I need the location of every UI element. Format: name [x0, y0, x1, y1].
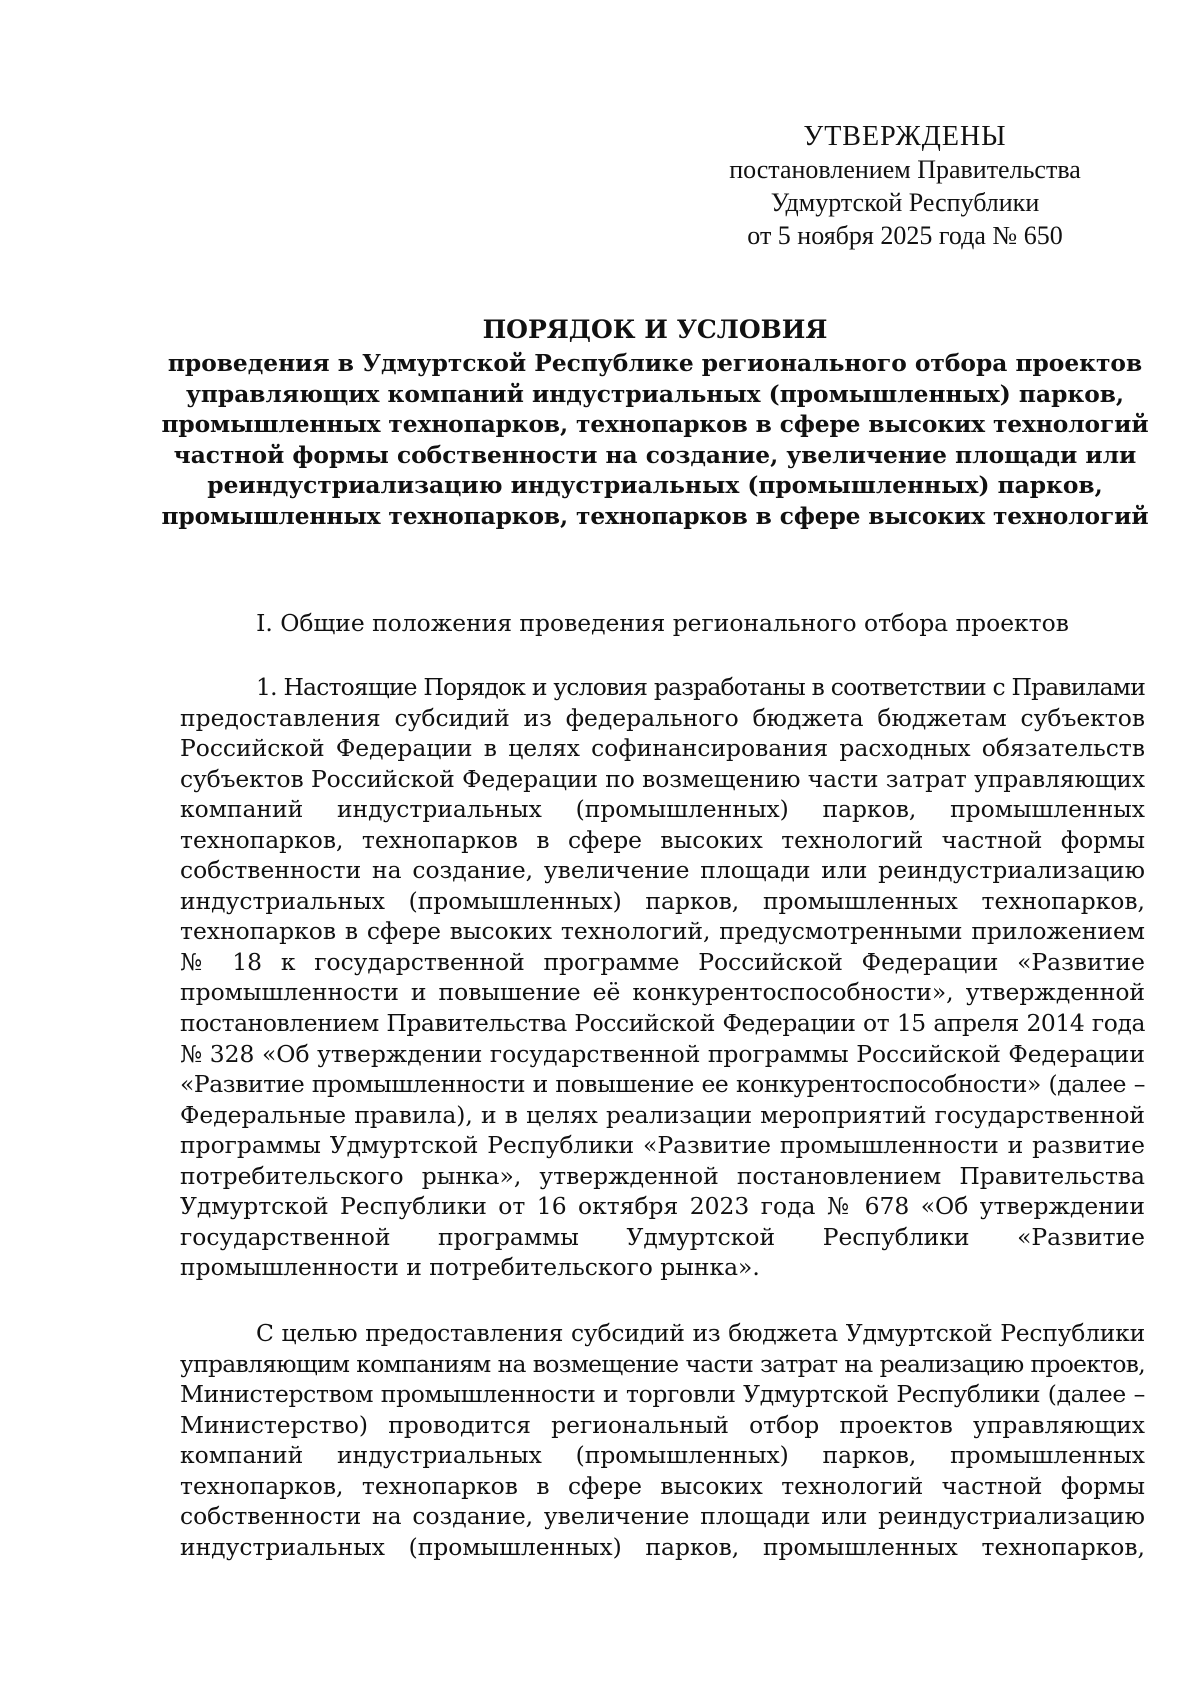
paragraph-line: технопарков, технопарков в сфере высоких технологий частной формы	[180, 825, 1145, 854]
approval-line: Удмуртской Республики	[770, 188, 1040, 217]
paragraph-line: Министерство) проводится региональный отбор проектов управляющих	[180, 1410, 1145, 1439]
paragraph-line: промышленности и потребительского рынка».	[180, 1253, 760, 1282]
paragraph-line: индустриальных (промышленных) парков, промышленных технопарков,	[180, 1532, 1145, 1561]
paragraph-line: предоставления субсидий из федерального бюджета бюджетам субъектов	[180, 703, 1145, 732]
document-title-line: частной формы собственности на создание, увеличение площади или	[173, 441, 1137, 469]
paragraph-line: технопарков, технопарков в сфере высоких технологий частной формы	[180, 1471, 1145, 1500]
paragraph-line: № 18 к государственной программе Российской Федерации «Развитие	[180, 947, 1145, 976]
approval-block	[695, 120, 1115, 252]
document-title	[160, 311, 1150, 532]
document-title-main: ПОРЯДОК И УСЛОВИЯ	[482, 315, 828, 344]
paragraph-line: государственной программы Удмуртской Республики «Развитие	[180, 1222, 1145, 1251]
paragraph-line: «Развитие промышленности и повышение ее конкурентоспособности» (далее –	[180, 1070, 1145, 1099]
paragraph-2	[180, 1318, 1145, 1562]
paragraph-line: постановлением Правительства Российской Федерации от 15 апреля 2014 года	[180, 1009, 1145, 1038]
paragraph-line: компаний индустриальных (промышленных) парков, промышленных	[180, 1441, 1145, 1470]
approval-title: УТВЕРЖДЕНЫ	[803, 121, 1007, 152]
document-title-line: реиндустриализацию индустриальных (промышленных) парков,	[207, 472, 1103, 499]
paragraph-line: собственности на создание, увеличение площади или реиндустриализацию	[180, 1502, 1145, 1531]
document-title-line: промышленных технопарков, технопарков в сфере высоких технологий	[161, 411, 1149, 438]
paragraph-line: промышленности и повышение её конкурентоспособности», утвержденной	[180, 978, 1145, 1007]
paragraph-line: Федеральные правила), и в целях реализации мероприятий государственной	[180, 1100, 1145, 1129]
paragraph-line: программы Удмуртской Республики «Развитие промышленности и развитие	[180, 1131, 1145, 1160]
paragraph-line: субъектов Российской Федерации по возмещению части затрат управляющих	[180, 764, 1145, 793]
paragraph-line: № 328 «Об утверждении государственной программы Российской Федерации	[180, 1039, 1145, 1068]
paragraph-line: управляющим компаниям на возмещение части затрат на реализацию проектов,	[180, 1349, 1145, 1378]
approval-line: постановлением Правительства	[729, 155, 1081, 184]
paragraph-line: 1. Настоящие Порядок и условия разработаны в соответствии с Правилами	[256, 673, 1145, 701]
paragraph-line: Удмуртской Республики от 16 октября 2023 года № 678 «Об утверждении	[180, 1192, 1145, 1221]
paragraph-1	[180, 672, 1145, 1283]
paragraph-line: Министерством промышленности и торговли Удмуртской Республики (далее –	[180, 1380, 1145, 1409]
section-heading: I. Общие положения проведения регионального отбора проектов	[256, 609, 1069, 637]
paragraph-line: компаний индустриальных (промышленных) парков, промышленных	[180, 795, 1145, 824]
paragraph-line: индустриальных (промышленных) парков, промышленных технопарков,	[180, 886, 1145, 915]
paragraph-line: С целью предоставления субсидий из бюджета Удмуртской Республики	[256, 1319, 1145, 1347]
paragraph-line: технопарков в сфере высоких технологий, предусмотренными приложением	[180, 917, 1145, 946]
paragraph-line: потребительского рынка», утвержденной постановлением Правительства	[180, 1161, 1145, 1190]
document-title-line: промышленных технопарков, технопарков в сфере высоких технологий	[161, 502, 1149, 530]
approval-date-number: от 5 ноября 2025 года № 650	[747, 221, 1063, 250]
document-title-line: проведения в Удмуртской Республике регионального отбора проектов	[167, 350, 1143, 377]
document-title-line: управляющих компаний индустриальных (промышленных) парков,	[185, 380, 1125, 408]
paragraph-line: собственности на создание, увеличение площади или реиндустриализацию	[180, 856, 1145, 885]
paragraph-line: Российской Федерации в целях софинансирования расходных обязательств	[180, 734, 1145, 763]
